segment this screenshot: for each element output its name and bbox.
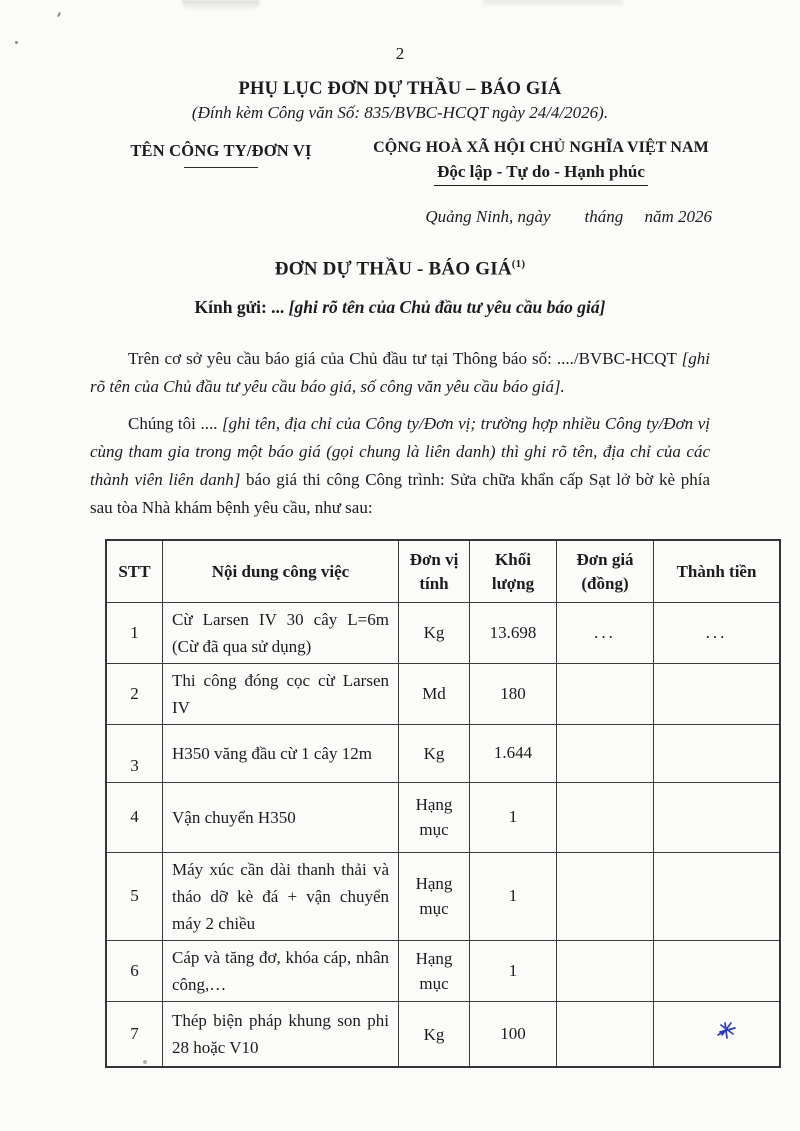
cell-stt: 3 xyxy=(106,724,163,782)
cell-price: ... xyxy=(557,602,654,663)
cell-total: ... xyxy=(654,602,781,663)
cell-price xyxy=(557,724,654,782)
table-row xyxy=(106,852,780,940)
cell-qty: 1 xyxy=(470,940,557,1001)
col-header-price: Đơn giá (đồng) xyxy=(557,540,654,602)
cell-unit: Kg xyxy=(399,602,470,663)
col-header-unit: Đơn vị tính xyxy=(399,540,470,602)
paragraph-basis xyxy=(90,345,710,401)
cell-stt: 7 xyxy=(106,1001,163,1067)
scan-speck xyxy=(143,1060,147,1064)
table-row xyxy=(106,1001,780,1067)
cell-total xyxy=(654,782,781,852)
salutation-placeholder: [ghi rõ tên của Chủ đầu tư yêu cầu báo giá] xyxy=(288,297,606,318)
table-body xyxy=(106,602,780,1067)
footnote-ref: (1) xyxy=(511,258,526,270)
company-name-label: TÊN CÔNG TY/ĐƠN VỊ xyxy=(130,141,312,160)
cell-stt: 5 xyxy=(106,852,163,940)
cell-qty: 13.698 xyxy=(470,602,557,663)
form-title xyxy=(0,258,800,280)
page-number: 2 xyxy=(395,44,405,63)
cell-content: Vận chuyển H350 xyxy=(163,782,399,852)
table-row xyxy=(106,663,780,724)
table-header xyxy=(106,540,780,602)
cell-qty: 100 xyxy=(470,1001,557,1067)
cell-unit: Hạng mục xyxy=(399,782,470,852)
scan-speck xyxy=(57,12,61,17)
col-header-qty: Khối lượng xyxy=(470,540,557,602)
salutation-prefix: Kính gửi: ... xyxy=(194,297,289,318)
cell-content: Cáp và tăng đơ, khóa cáp, nhân công,… xyxy=(163,940,399,1001)
national-header: CỘNG HOÀ XÃ HỘI CHỦ NGHĨA VIỆT NAM xyxy=(373,139,709,156)
cell-stt: 4 xyxy=(106,782,163,852)
cell-stt: 2 xyxy=(106,663,163,724)
cell-qty: 180 xyxy=(470,663,557,724)
cell-unit: Kg xyxy=(399,1001,470,1067)
cell-content: Máy xúc cần dài thanh thải và tháo dỡ kè đá + vận chuyển máy 2 chiều xyxy=(163,852,399,940)
cell-stt: 6 xyxy=(106,940,163,1001)
national-block xyxy=(346,139,736,186)
cell-price xyxy=(557,782,654,852)
cell-content: Thép biện pháp khung son phi 28 hoặc V10 xyxy=(163,1001,399,1067)
paragraph-segment: Chúng tôi .... xyxy=(128,414,223,434)
table-row xyxy=(106,782,780,852)
scan-smudge xyxy=(483,0,623,7)
scan-speck xyxy=(15,41,18,44)
document-subtitle: (Đính kèm Công văn Số: 835/BVBC-HCQT ngày 24/4/2026). xyxy=(191,103,609,122)
cell-total xyxy=(654,724,781,782)
cell-price xyxy=(557,1001,654,1067)
cell-unit: Hạng mục xyxy=(399,940,470,1001)
table-header-row xyxy=(106,540,780,602)
cell-content: Thi công đóng cọc cừ Larsen IV xyxy=(163,663,399,724)
company-underline xyxy=(184,167,258,168)
paragraph-segment: báo giá thi công Công trình: Sửa chữa khẩn cấp Sạt lở bờ kè phía sau tòa Nhà khám bệnh yêu cầu, như sau: xyxy=(90,470,710,518)
document-title: PHỤ LỤC ĐƠN DỰ THẦU – BÁO GIÁ xyxy=(238,79,562,99)
cell-content: H350 văng đầu cừ 1 cây 12m xyxy=(163,724,399,782)
cell-content: Cừ Larsen IV 30 cây L=6m (Cừ đã qua sử dụng) xyxy=(163,602,399,663)
cell-price xyxy=(557,852,654,940)
company-block xyxy=(96,139,346,186)
cell-price xyxy=(557,940,654,1001)
col-header-total: Thành tiền xyxy=(654,540,781,602)
cell-stt: 1 xyxy=(106,602,163,663)
cell-qty: 1 xyxy=(470,852,557,940)
cell-qty: 1 xyxy=(470,782,557,852)
table-row xyxy=(106,940,780,1001)
salutation-line xyxy=(0,297,800,318)
pen-mark-icon xyxy=(714,1019,740,1045)
quotation-table-wrapper xyxy=(105,539,757,1068)
cell-price xyxy=(557,663,654,724)
letterhead xyxy=(96,139,736,186)
cell-total xyxy=(654,940,781,1001)
scan-smudge xyxy=(182,0,260,11)
cell-unit: Md xyxy=(399,663,470,724)
cell-unit: Hạng mục xyxy=(399,852,470,940)
paragraph-offer xyxy=(90,410,710,522)
col-header-content: Nội dung công việc xyxy=(163,540,399,602)
quotation-table xyxy=(105,539,781,1068)
date-place-line: Quảng Ninh, ngày tháng năm 2026 xyxy=(425,207,712,226)
cell-total xyxy=(654,852,781,940)
col-header-stt: STT xyxy=(106,540,163,602)
paragraph-segment: [ghi tên, địa chỉ của Công ty/Đơn vị; trường hợp nhiều Công ty/Đơn vị cùng tham gia trong một báo giá (gọi chung là liên danh) thì ghi rõ tên, địa chỉ của các thành viên liên danh] xyxy=(90,414,710,490)
cell-unit: Kg xyxy=(399,724,470,782)
cell-total xyxy=(654,663,781,724)
paragraph-segment: [ghi rõ tên của Chủ đầu tư yêu cầu báo giá, số công văn yêu cầu báo giá]. xyxy=(90,349,710,397)
paragraph-segment: Trên cơ sở yêu cầu báo giá của Chủ đầu tư tại Thông báo số: ..../BVBC-HCQT xyxy=(128,349,682,369)
table-row xyxy=(106,724,780,782)
national-motto: Độc lập - Tự do - Hạnh phúc xyxy=(434,162,648,186)
table-row xyxy=(106,602,780,663)
cell-qty: 1.644 xyxy=(470,724,557,782)
form-title-text: ĐƠN DỰ THẦU - BÁO GIÁ xyxy=(274,258,512,280)
